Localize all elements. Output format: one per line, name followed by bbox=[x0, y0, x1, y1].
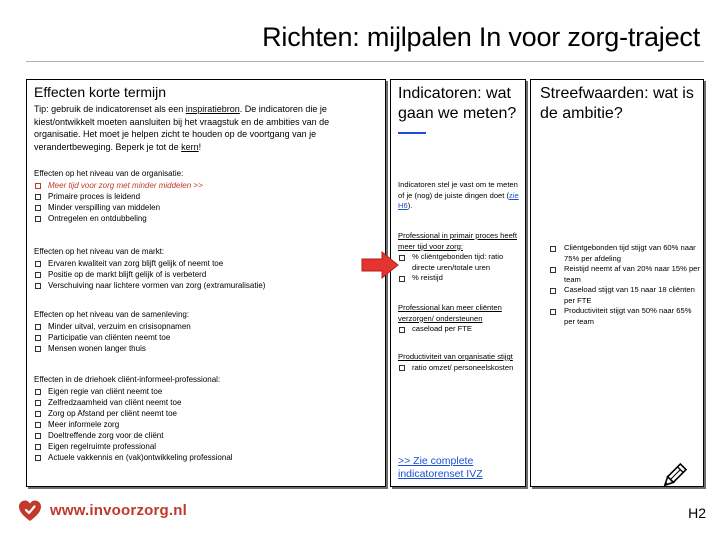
effects-section-organisation bbox=[34, 168, 374, 224]
targets-list bbox=[554, 243, 700, 327]
list-item-label: Minder uitval, verzuim en crisisopnamen bbox=[48, 322, 191, 331]
checkbox-icon bbox=[35, 216, 41, 222]
tip-middle: . De indicatoren die je kiest/ontwikkelt moeten aansluiten bij het vraagstuk en de ambities van de organisatie. Het moet je helpen zicht te houden op de voortgang van je verandertbeweging. Beperk je tot de bbox=[34, 104, 330, 152]
list-item-label: Zorg op Afstand per cliënt neemt toe bbox=[48, 409, 177, 418]
list-item-label: Eigen regelruimte professional bbox=[48, 442, 157, 451]
indicators-heading: Indicatoren: wat gaan we meten? bbox=[398, 85, 517, 122]
list-item-label: Reistijd neemt af van 20% naar 15% per team bbox=[564, 264, 700, 284]
list-item-label: Eigen regie van cliënt neemt toe bbox=[48, 387, 163, 396]
tip-prefix: Tip: gebruik de indicatorenset als een bbox=[34, 104, 186, 114]
checkbox-icon bbox=[35, 346, 41, 352]
checkbox-icon bbox=[35, 400, 41, 406]
intro-prefix: Indicatoren stel je vast om te meten of je (nog) de juiste dingen doet ( bbox=[398, 180, 518, 200]
checkbox-icon bbox=[35, 411, 41, 417]
effects-tip bbox=[34, 103, 374, 153]
list-item-label: ratio omzet/ personeelskosten bbox=[412, 362, 514, 372]
checkbox-icon bbox=[35, 324, 41, 330]
checkbox-icon bbox=[35, 183, 41, 189]
checkbox-icon bbox=[550, 267, 556, 273]
checkbox-icon bbox=[35, 335, 41, 341]
list-item bbox=[398, 252, 524, 273]
zie-h6-link[interactable]: zie H6 bbox=[398, 190, 519, 210]
list-item[interactable] bbox=[34, 180, 374, 191]
pencil-icon bbox=[660, 462, 688, 490]
page-number: H2 bbox=[688, 505, 706, 521]
checkbox-icon bbox=[35, 205, 41, 211]
list-item-label: Zelfredzaamheid van cliënt neemt toe bbox=[48, 398, 182, 407]
section-heading: Effecten op het niveau van de samenleving: bbox=[34, 310, 190, 319]
list-item-label: Caseload stijgt van 15 naar 18 cliënten per FTE bbox=[564, 285, 695, 305]
list-item bbox=[34, 213, 374, 224]
list-item bbox=[398, 273, 524, 284]
section-heading: Effecten op het niveau van de organisatie: bbox=[34, 169, 184, 178]
list-item-label: % cliëntgebonden tijd: ratio directe uren/totale uren bbox=[412, 252, 504, 272]
list-item bbox=[34, 419, 374, 430]
tip-kern-link[interactable]: kern bbox=[181, 141, 199, 152]
list-item bbox=[554, 306, 700, 327]
list-item-label: caseload per FTE bbox=[412, 324, 472, 333]
indicator-group-heading: Productiviteit van organisatie stijgt bbox=[398, 352, 513, 361]
complete-indicatorset-link[interactable]: >> Zie complete indicatorenset IVZ bbox=[398, 455, 483, 480]
list-item bbox=[34, 408, 374, 419]
title-divider bbox=[26, 61, 704, 62]
list-item bbox=[34, 258, 374, 269]
checkbox-icon bbox=[35, 455, 41, 461]
checkbox-icon bbox=[35, 389, 41, 395]
checkbox-icon bbox=[399, 327, 405, 333]
footer-url-link[interactable]: www.invoorzorg.nl bbox=[50, 502, 188, 519]
list-item-label: Doeltreffende zorg voor de cliënt bbox=[48, 431, 164, 440]
indicator-group bbox=[398, 352, 524, 373]
checkbox-icon bbox=[399, 365, 405, 371]
list-item-label: Actuele vakkennis en (vak)ontwikkeling professional bbox=[48, 453, 233, 462]
heart-logo-icon bbox=[18, 499, 42, 523]
effects-panel bbox=[26, 79, 386, 487]
page-title: Richten: mijlpalen In voor zorg-traject bbox=[262, 22, 700, 52]
list-item bbox=[34, 321, 374, 332]
list-item bbox=[34, 202, 374, 213]
list-item bbox=[34, 441, 374, 452]
list-item-label: Minder verspilling van middelen bbox=[48, 203, 161, 212]
list-item-label: Productiviteit stijgt van 50% naar 65% per team bbox=[564, 306, 692, 326]
indicators-intro bbox=[398, 180, 524, 212]
indicator-group-heading: Professional in primair proces heeft meer tijd voor zorg: bbox=[398, 231, 518, 251]
checkbox-icon bbox=[550, 288, 556, 294]
targets-heading: Streefwaarden: wat is de ambitie? bbox=[540, 85, 694, 122]
list-item bbox=[554, 285, 700, 306]
list-item bbox=[34, 397, 374, 408]
list-item-label: Meer informele zorg bbox=[48, 420, 120, 429]
section-heading: Effecten in de driehoek cliënt-informeel-professional: bbox=[34, 375, 221, 384]
list-item bbox=[34, 191, 374, 202]
list-item-label: Meer tijd voor zorg met minder middelen >> bbox=[48, 181, 203, 190]
list-item bbox=[34, 343, 374, 354]
list-item-label: Ontregelen en ontdubbeling bbox=[48, 214, 147, 223]
indicator-group bbox=[398, 231, 524, 284]
list-item-label: Cliëntgebonden tijd stijgt van 60% naar 75% per afdeling bbox=[564, 243, 696, 263]
list-item bbox=[554, 243, 700, 264]
list-item-label: Participatie van cliënten neemt toe bbox=[48, 333, 171, 342]
list-item bbox=[398, 324, 524, 335]
checkbox-icon bbox=[35, 433, 41, 439]
effects-section-triangle bbox=[34, 374, 374, 463]
list-item-label: Positie op de markt blijft gelijk of is verbeterd bbox=[48, 270, 207, 279]
list-item bbox=[34, 386, 374, 397]
checkbox-icon bbox=[35, 283, 41, 289]
indicators-panel bbox=[390, 79, 526, 487]
list-item bbox=[34, 452, 374, 463]
list-item-label: Primaire proces is leidend bbox=[48, 192, 141, 201]
effects-heading: Effecten korte termijn bbox=[34, 84, 167, 100]
list-item-label: Ervaren kwaliteit van zorg blijft gelijk of neemt toe bbox=[48, 259, 224, 268]
effects-section-society bbox=[34, 309, 374, 354]
heading-underline bbox=[398, 132, 426, 134]
tip-inspiration-link[interactable]: inspiratiebron bbox=[185, 104, 240, 114]
list-item-label: % reistijd bbox=[412, 273, 443, 282]
checkbox-icon bbox=[35, 261, 41, 267]
tip-suffix: ! bbox=[198, 141, 202, 152]
list-item bbox=[398, 363, 524, 374]
red-arrow-icon bbox=[360, 250, 400, 280]
checkbox-icon bbox=[35, 422, 41, 428]
list-item bbox=[554, 264, 700, 285]
checkbox-icon bbox=[550, 246, 556, 252]
effects-section-market bbox=[34, 246, 374, 291]
indicator-group-heading: Professional kan meer cliënten verzorgen/ ondersteunen bbox=[398, 303, 502, 323]
list-item bbox=[34, 332, 374, 343]
checkbox-icon bbox=[35, 194, 41, 200]
checkbox-icon bbox=[35, 272, 41, 278]
checkbox-icon bbox=[35, 444, 41, 450]
intro-suffix: ). bbox=[407, 201, 413, 210]
checkbox-icon bbox=[550, 309, 556, 315]
section-heading: Effecten op het niveau van de markt: bbox=[34, 247, 165, 256]
list-item-label: Mensen wonen langer thuis bbox=[48, 344, 146, 353]
list-item-label: Verschuiving naar lichtere vormen van zorg (extramuralisatie) bbox=[48, 281, 266, 290]
list-item bbox=[34, 269, 374, 280]
list-item bbox=[34, 280, 374, 291]
list-item bbox=[34, 430, 374, 441]
indicator-group bbox=[398, 303, 524, 335]
